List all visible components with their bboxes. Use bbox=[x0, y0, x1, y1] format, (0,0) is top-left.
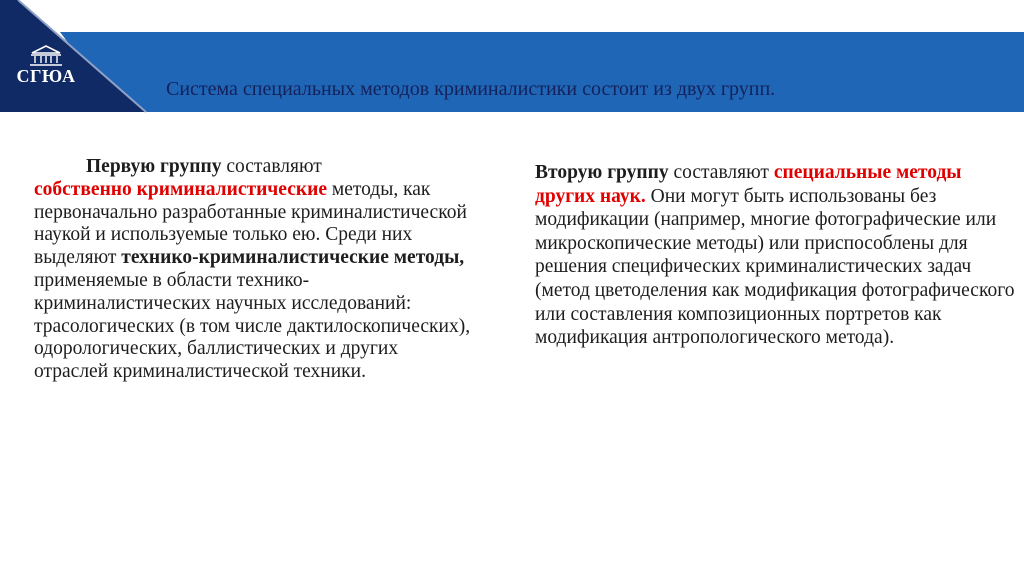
left-column bbox=[34, 156, 474, 384]
logo bbox=[14, 44, 78, 98]
left-paragraph bbox=[34, 156, 474, 179]
left-body bbox=[34, 179, 474, 384]
right-text-1: составляют bbox=[668, 162, 774, 183]
technical-methods-label: технико-криминалистические методы, bbox=[121, 247, 465, 269]
first-group-label: Первую группу bbox=[86, 156, 222, 177]
forensic-methods-highlight: собственно криминалистические bbox=[34, 178, 327, 200]
logo-text: СГЮА bbox=[16, 66, 76, 86]
building-icon bbox=[14, 44, 78, 68]
second-group-label: Вторую группу bbox=[535, 162, 669, 183]
left-text-3: применяемые в области технико-криминалистических научных исследований: трасологических (в том числе дактилоскопических), одорологических, баллистических и других отраслей криминалистической техники. bbox=[34, 269, 471, 383]
header-band bbox=[0, 0, 1024, 124]
slide-title: Система специальных методов криминалистики состоит из двух групп. bbox=[166, 78, 776, 100]
right-text-2: Они могут быть использованы без модификации (например, многие фотографические или микроскопические методы) или приспособлены для решения специфических криминалистических задач (метод цветоделения как модификация фотографического или составления композиционных портретов как модификация антропологического метода). bbox=[535, 185, 1015, 349]
left-text-2: методы, как первоначально разработанные криминалистической наукой и используемые только ею. Среди них выделяют bbox=[34, 178, 467, 269]
header-background bbox=[0, 0, 1024, 124]
other-sciences-highlight: специальные методы других наук. bbox=[535, 162, 962, 207]
left-text-1: составляют bbox=[221, 156, 322, 177]
right-column bbox=[535, 161, 1015, 350]
